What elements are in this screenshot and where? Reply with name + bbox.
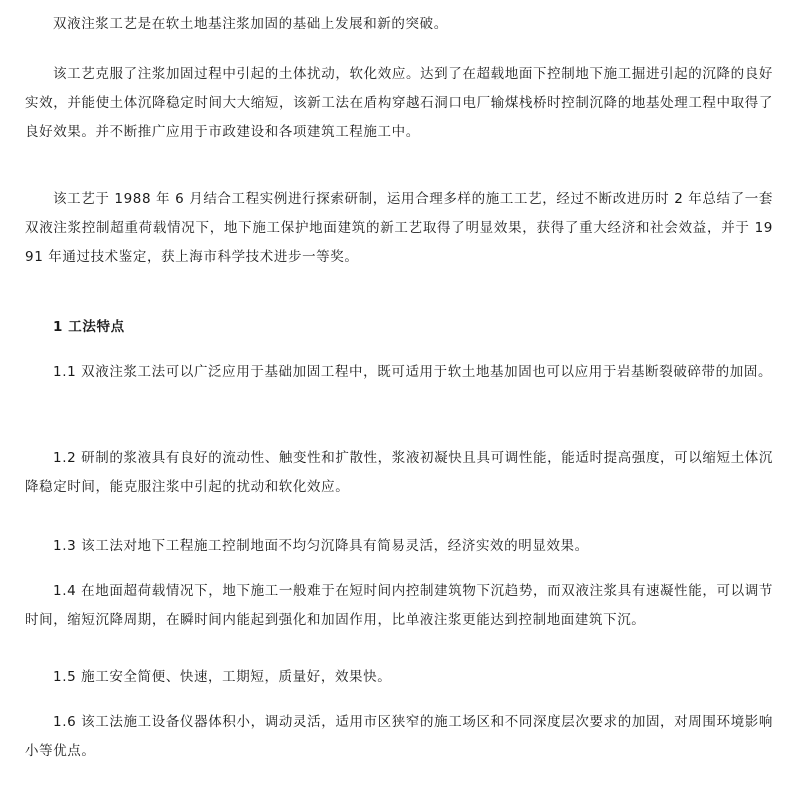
feature-item-1-2: 1.2 研制的浆液具有良好的流动性、触变性和扩散性，浆液初凝快且具可调性能，能适时提高强度，可以缩短土体沉降稳定时间，能克服注浆中引起的扰动和软化效应。 [25, 450, 773, 495]
intro-paragraph-1: 双液注浆工艺是在软土地基注浆加固的基础上发展和新的突破。 [53, 16, 448, 32]
feature-item-1-5: 1.5 施工安全简便、快速，工期短，质量好，效果快。 [53, 669, 392, 685]
feature-item-1-3: 1.3 该工法对地下工程施工控制地面不均匀沉降具有简易灵活，经济实效的明显效果。 [53, 538, 589, 554]
intro-paragraph-2: 该工艺克服了注浆加固过程中引起的土体扰动，软化效应。达到了在超载地面下控制地下施工掘进引起的沉降的良好实效，并能使土体沉降稳定时间大大缩短，该新工法在盾构穿越石洞口电厂输煤栈桥时控制沉降的地基处理工程中取得了良好效果。并不断推广应用于市政建设和各项建筑工程施工中。 [25, 66, 773, 140]
section-heading: 1 工法特点 [53, 319, 125, 335]
feature-item-1-6: 1.6 该工法施工设备仪器体积小，调动灵活，适用市区狭窄的施工场区和不同深度层次要求的加固，对周围环境影响小等优点。 [25, 714, 773, 759]
intro-paragraph-3: 该工艺于 1988 年 6 月结合工程实例进行探索研制，运用合理多样的施工工艺，经过不断改进历时 2 年总结了一套双液注浆控制超重荷载情况下，地下施工保护地面建筑的新工艺取得了明显效果，获得了重大经济和社会效益，并于 1991 年通过技术鉴定，获上海市科学技术进步一等奖。 [25, 191, 773, 265]
feature-item-1-4: 1.4 在地面超荷载情况下，地下施工一般难于在短时间内控制建筑物下沉趋势，而双液注浆具有速凝性能，可以调节时间，缩短沉降周期，在瞬时间内能起到强化和加固作用，比单液注浆更能达到控制地面建筑下沉。 [25, 583, 773, 628]
feature-item-1-1: 1.1 双液注浆工法可以广泛应用于基础加固工程中，既可适用于软土地基加固也可以应用于岩基断裂破碎带的加固。 [53, 364, 773, 380]
